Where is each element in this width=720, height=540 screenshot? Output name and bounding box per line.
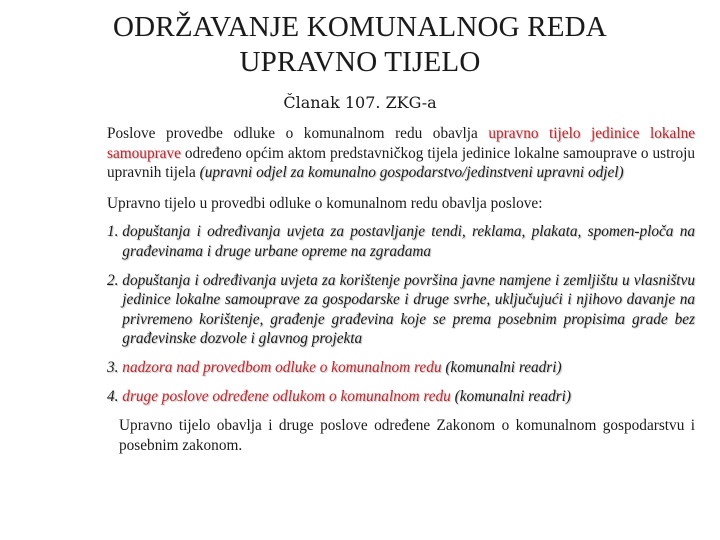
title-line-2: UPRAVNO TIJELO [239,46,481,78]
duties-list [107,222,695,406]
list-item-note: (komunalni readri) [450,387,571,405]
intro-highlight: upravno tijelo jedinice lokalne samouprave [107,125,696,162]
list-item [107,222,695,261]
list-item-text [122,387,695,407]
title-line-1: ODRŽAVANJE KOMUNALNOG REDA [113,11,607,43]
slide-body [107,124,695,455]
list-item [107,387,695,407]
intro-text-1: Poslove provedbe odluke o komunalnom redu obavlja [107,125,489,142]
list-item [107,358,695,378]
intro-paragraph [107,124,695,183]
intro-italic-note: (upravni odjel za komunalno gospodarstvo/jedinstveni upravni odjel) [199,164,624,182]
list-item-text: dopuštanja i određivanja uvjeta za korištenje površina javne namjene i zemljištu u vlasništvu jedinice lokalne samouprave za gospodarske i druge svrhe, uključujući i njihovo davanje na privremeno korištenje, građenje građevina koje se prema posebnim propisima grade bez građevinske dozvole i glavnog projekta [122,271,695,348]
list-item-text [122,358,695,378]
article-reference: Članak 107. ZKG-a [283,93,437,112]
slide-title [60,10,660,80]
lead-paragraph: Upravno tijelo u provedbi odluke o komunalnom redu obavlja poslove: [107,194,543,212]
list-item-highlight: druge poslove određene odlukom o komunalnom redu [122,387,451,405]
intro-text-2: određeno općim aktom predstavničkog tijela jedinice lokalne samouprave o ustroju upravnih tijela [107,144,695,182]
list-item-number: 4. [107,387,123,405]
list-item-number: 2. [107,271,123,289]
list-item-highlight: nadzora nad provedbom odluke o komunalnom redu [122,358,442,376]
list-item [107,271,695,349]
list-item-note: (komunalni readri) [441,358,562,376]
list-item-number: 1. [107,223,123,241]
closing-paragraph: Upravno tijelo obavlja i druge poslove određene Zakonom o komunalnom gospodarstvu i posebnim zakonom. [119,417,695,454]
list-item-number: 3. [107,358,123,376]
list-item-text: dopuštanja i određivanja uvjeta za postavljanje tendi, reklama, plakata, spomen-ploča na građevinama i druge urbane opreme na zgradama [122,223,695,260]
